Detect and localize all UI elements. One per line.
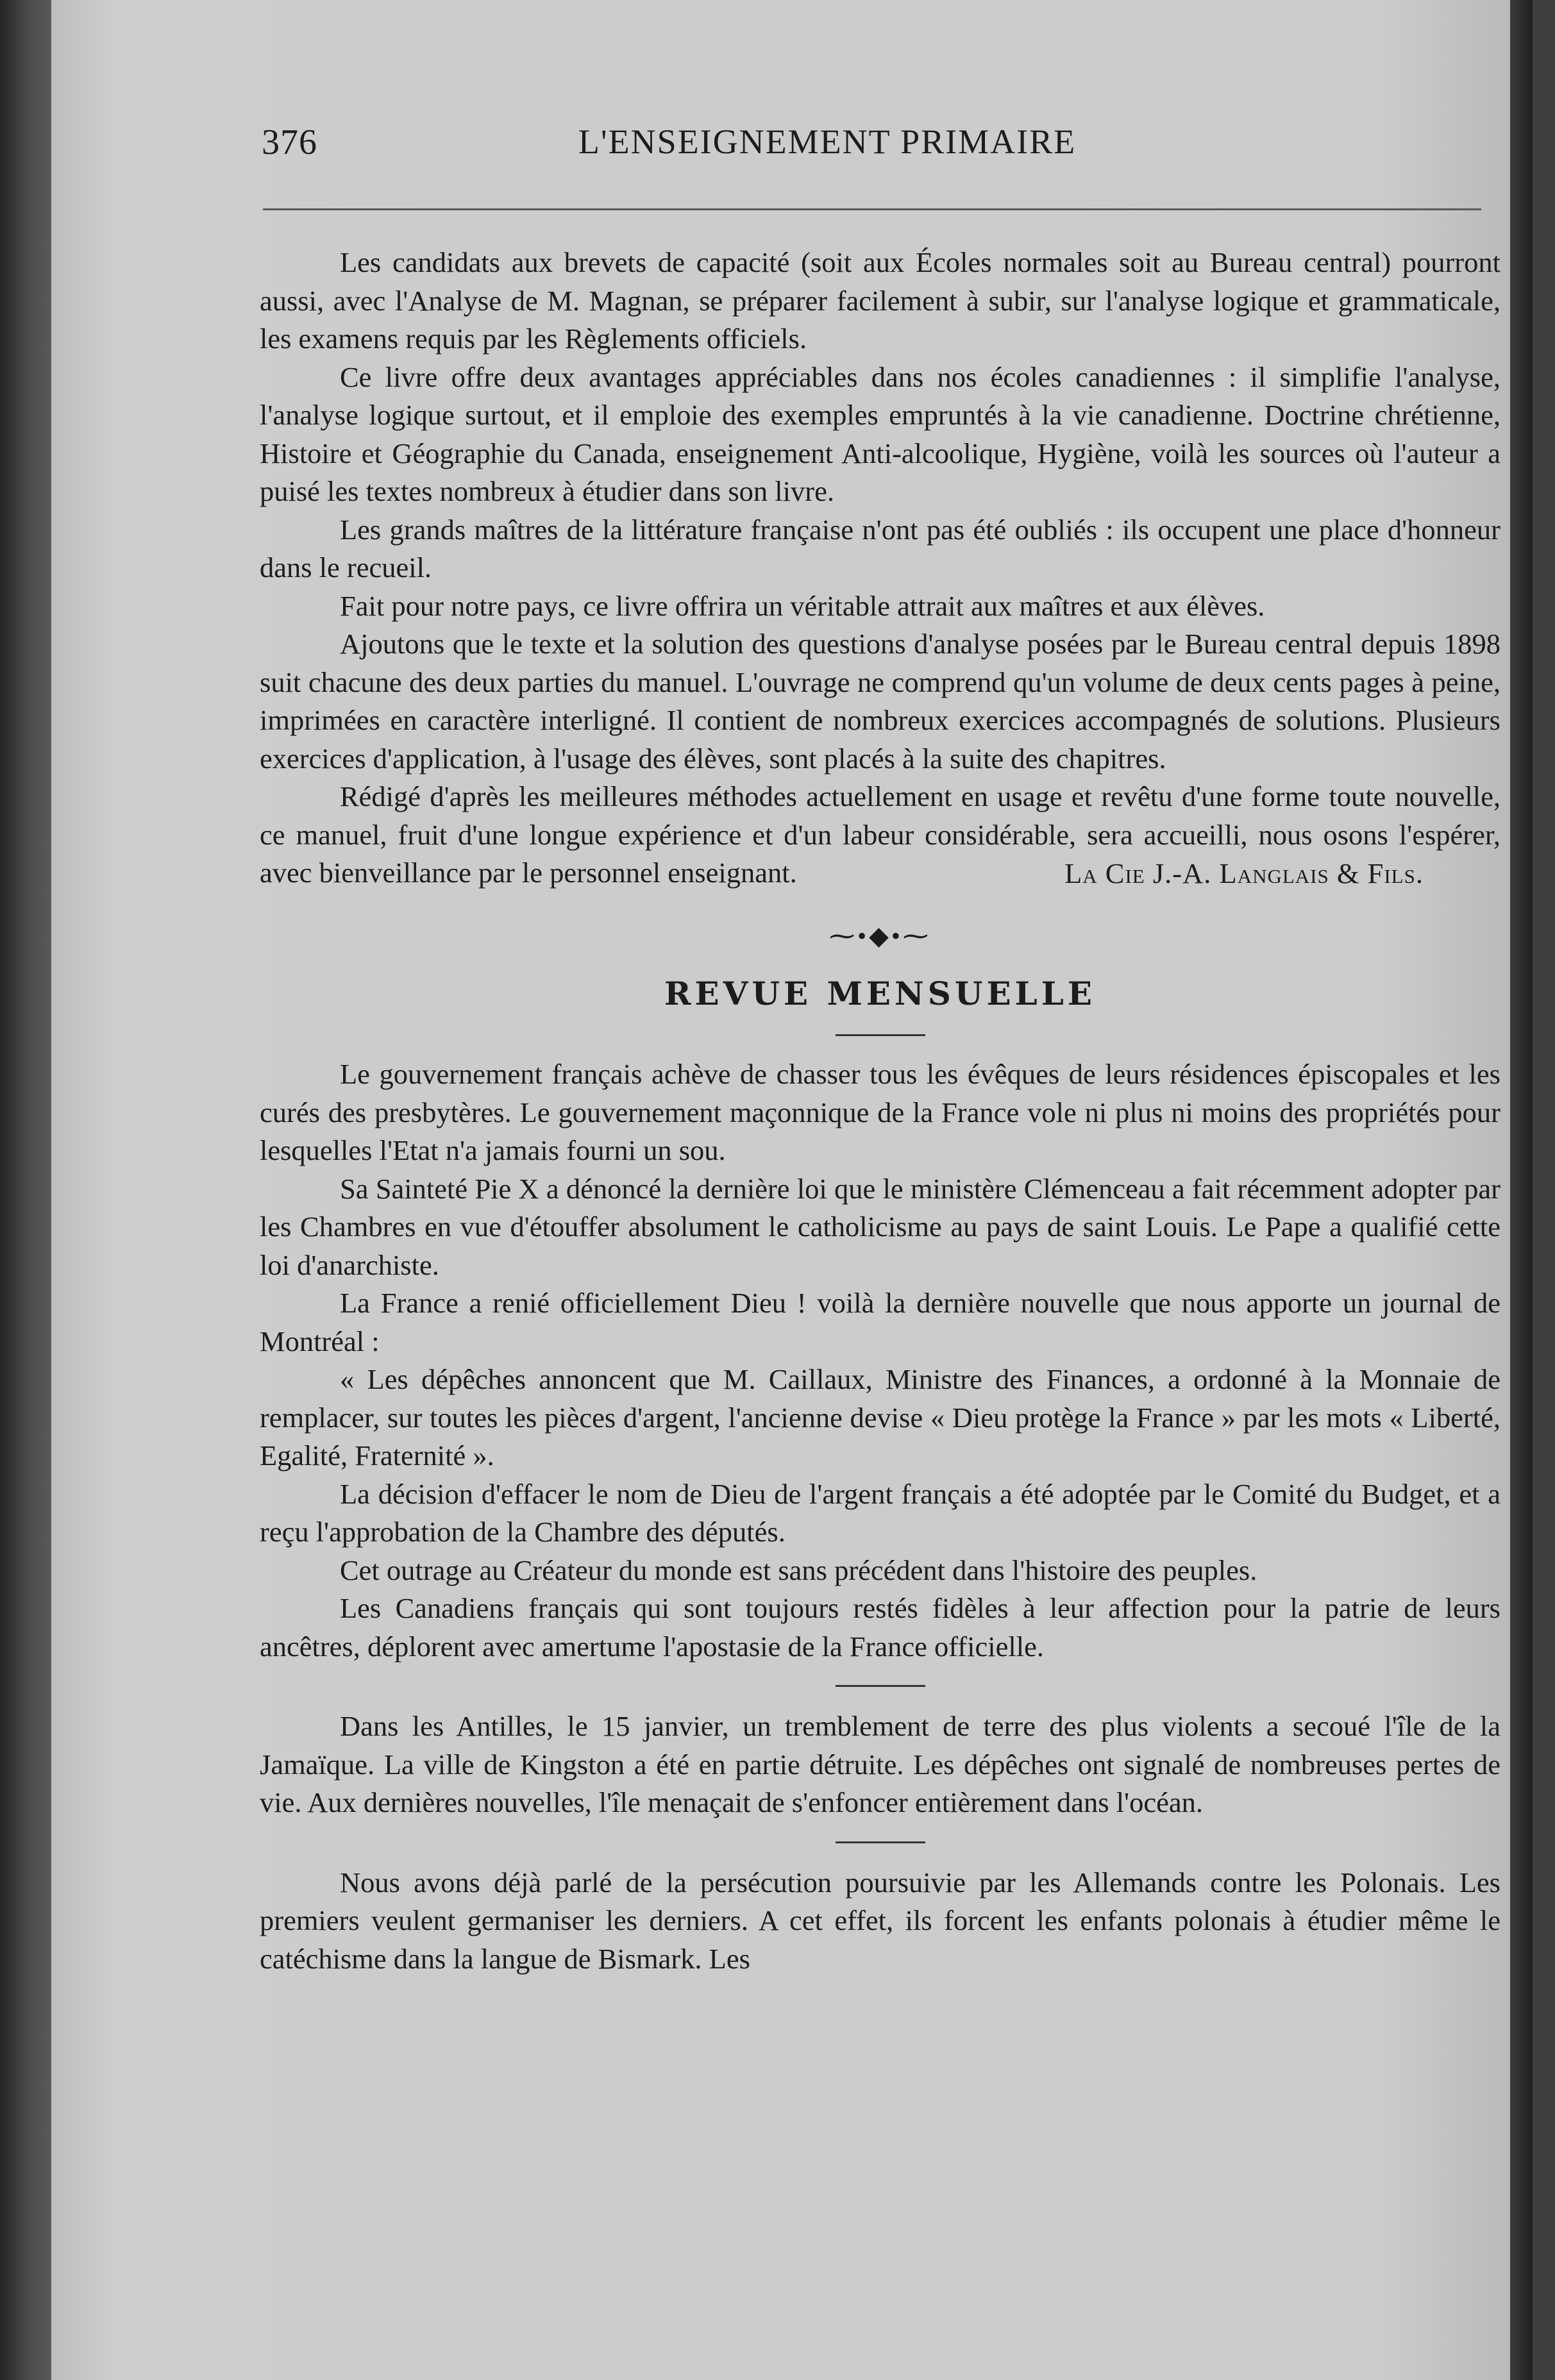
page-edge-shadow [1510,0,1533,2380]
page-number: 376 [262,122,317,162]
book-spine-shadow [0,0,51,2380]
revue-paragraph-6: Cet outrage au Créateur du monde est sans précédent dans l'histoire des peuples. [340,1554,1257,1586]
running-head-title: L'ENSEIGNEMENT PRIMAIRE [578,122,1077,161]
separator-rule [836,1841,925,1843]
revue-paragraph-3: La France a renié officiellement Dieu ! voilà la dernière nouvelle que nous apporte un journal de Montréal : [260,1287,1500,1357]
section-ornament [260,917,1500,955]
notice-paragraph-1: Les candidats aux brevets de capacité (soit aux Écoles normales soit au Bureau central) pourront aussi, avec l'Analyse de M. Magnan, se préparer facilement à subir, sur l'analyse logique et grammaticale, les examens requis par les Règlements officiels. [260,246,1500,355]
revue-paragraph-8: Dans les Antilles, le 15 janvier, un tremblement de terre des plus violents a secoué l'île de la Jamaïque. La ville de Kingston a été en partie détruite. Les dépêches ont signalé de nombreuses pertes de vie. Aux dernières nouvelles, l'île menaçait de s'enfoncer entièrement dans l'océan. [260,1710,1500,1818]
publisher-signature: La Cie J.-A. Langlais & Fils. [1064,857,1424,889]
notice-paragraph-4: Fait pour notre pays, ce livre offrira un véritable attrait aux maîtres et aux élèves. [340,589,1265,622]
revue-paragraph-9: Nous avons déjà parlé de la persécution poursuivie par les Allemands contre les Polonais. Les premiers veulent germaniser les derniers. A cet effet, ils forcent les enfants polonais à étudier même le catéchisme dans la langue de Bismark. Les [260,1866,1500,1975]
separator-rule [836,1685,925,1687]
ornament-glyphs: ⁓•◆•⁓ [829,921,931,950]
title-rule [836,1034,925,1036]
revue-paragraph-2: Sa Sainteté Pie X a dénoncé la dernière loi que le ministère Clémenceau a fait récemment adopter par les Chambres en vue d'étouffer absolument le catholicisme au pays de saint Louis. Le Pape a qualifié cette loi d'anarchiste. [260,1172,1500,1281]
notice-paragraph-2: Ce livre offre deux avantages appréciables dans nos écoles canadiennes : il simplifie l'analyse, l'analyse logique surtout, et il emploie des exemples empruntés à la vie canadienne. Doctrine chrétienne, Histoire et Géographie du Canada, enseignement Anti-alcoolique, Hygiène, voilà les sources où l'auteur a puisé les textes nombreux à étudier dans son livre. [260,360,1500,507]
revue-paragraph-1: Le gouvernement français achève de chasser tous les évêques de leurs résidences épiscopales et les curés des presbytères. Le gouvernement maçonnique de la France vole ni plus ni moins des propriétés pour lesquelles l'Etat n'a jamais fourni un sou. [260,1058,1500,1166]
page-body [260,244,1500,1978]
notice-paragraph-5: Ajoutons que le texte et la solution des questions d'analyse posées par le Bureau central depuis 1898 suit chacune des deux parties du manuel. L'ouvrage ne comprend qu'un volume de deux cents pages à peine, imprimées en caractère interligné. Il contient de nombreux exercices accompagnés de solutions. Plusieurs exercices d'application, à l'usage des élèves, sont placés à la suite des chapitres. [260,628,1500,775]
revue-paragraph-4: « Les dépêches annoncent que M. Caillaux, Ministre des Finances, a ordonné à la Monnaie de remplacer, sur toutes les pièces d'argent, l'ancienne devise « Dieu protège la France » par les mots « Liberté, Egalité, Fraternité ». [260,1363,1500,1471]
revue-paragraph-7: Les Canadiens français qui sont toujours restés fidèles à leur affection pour la patrie de leurs ancêtres, déplorent avec amertume l'apostasie de la France officielle. [260,1592,1500,1663]
notice-paragraph-6: Rédigé d'après les meilleures méthodes actuellement en usage et revêtu d'une forme toute nouvelle, ce manuel, fruit d'une longue expérience et d'un labeur considérable, sera accueilli, nous osons l'espérer, avec bienveillance par le personnel enseignant. [260,780,1500,889]
notice-paragraph-3: Les grands maîtres de la littérature française n'ont pas été oubliés : ils occupent une place d'honneur dans le recueil. [260,513,1500,583]
revue-paragraph-5: La décision d'effacer le nom de Dieu de l'argent français a été adoptée par le Comité du Budget, et a reçu l'approbation de la Chambre des députés. [260,1477,1500,1548]
section-title: REVUE MENSUELLE [664,974,1096,1012]
header-rule [263,208,1481,210]
